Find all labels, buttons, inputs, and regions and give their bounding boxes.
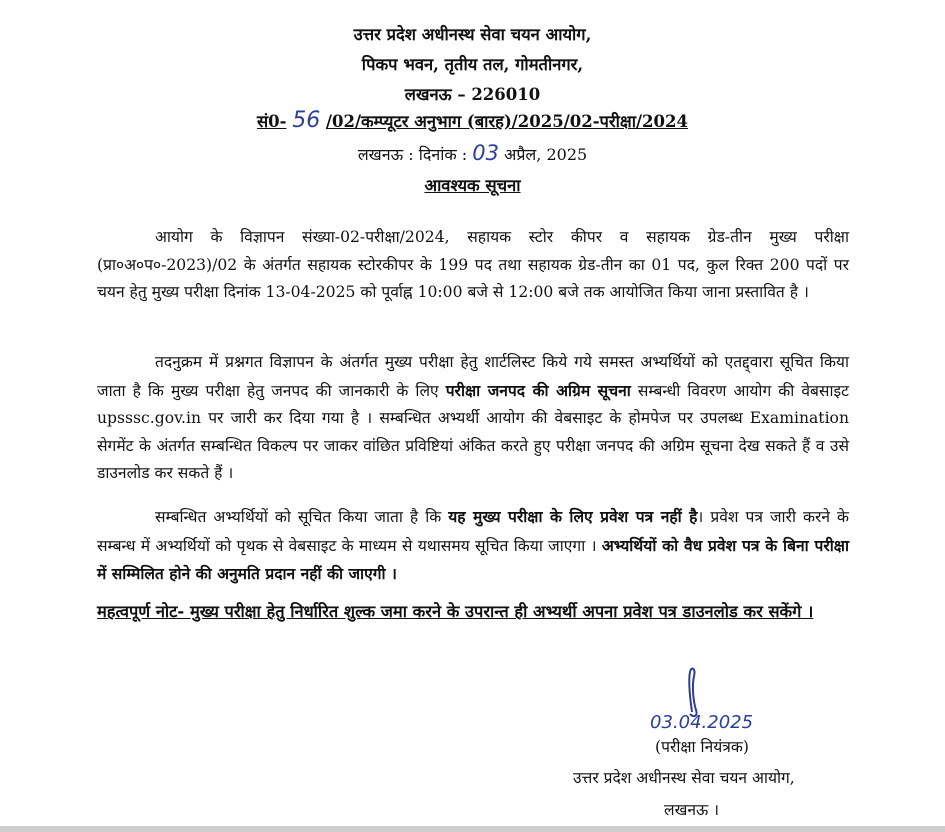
paragraph-3-text-a: सम्बन्धित अभ्यर्थियों को सूचित किया जाता है कि bbox=[155, 508, 442, 526]
reference-rest: /02/कम्प्यूटर अनुभाग (बारह)/2025/02-परीक्षा/2024 bbox=[325, 112, 688, 131]
signature-city: लखनऊ । bbox=[664, 801, 720, 819]
paragraph-2-text-a: तदनुक्रम में प्रश्नगत विज्ञापन के अंतर्गत मुख्य परीक्षा हेतु शार्टलिस्ट किये गये समस्त अभ्यर्थियों को एतद्द्वारा सूचित किया जाता है कि मुख्य परीक्षा हेतु जनपद की जानकारी के लिए bbox=[97, 353, 849, 400]
header-line-1: उत्तर प्रदेश अधीनस्थ सेवा चयन आयोग, bbox=[353, 25, 592, 44]
signature-organization: उत्तर प्रदेश अधीनस्थ सेवा चयन आयोग, bbox=[573, 769, 795, 787]
paragraph-3-bold-b: अभ्यर्थियों को वैध प्रवेश पत्र के बिना परीक्षा में सम्मिलित होने की अनुमति प्रदान नहीं की जाएगी । bbox=[97, 535, 849, 583]
notice-title: आवश्यक सूचना bbox=[424, 176, 521, 195]
reference-number-line bbox=[0, 108, 945, 133]
paragraph-1-text: आयोग के विज्ञापन संख्या-02-परीक्षा/2024, सहायक स्टोर कीपर व सहायक ग्रेड-तीन मुख्य परीक्षा (प्रा०अ०प०-2023)/02 के अंतर्गत सहायक स्टोरकीपर के 199 पद तथा सहायक ग्रेड-तीन का 01 पद, कुल रिक्त 200 पदों पर चयन हेतु मुख्य परीक्षा दिनांक 13-04-2025 को पूर्वाह्न 10:00 बजे से 12:00 बजे तक आयोजित किया जाना प्रस्तावित है । bbox=[97, 228, 849, 301]
reference-prefix: सं0- bbox=[256, 112, 287, 131]
reference-handwritten-number: 56 bbox=[292, 108, 321, 133]
date-suffix: अप्रैल, 2025 bbox=[504, 145, 588, 164]
paragraph-3 bbox=[97, 503, 849, 589]
important-note: महत्वपूर्ण नोट- मुख्य परीक्षा हेतु निर्धारित शुल्क जमा करने के उपरान्त ही अभ्यर्थी अपना प्रवेश पत्र डाउनलोड कर सकेंगे । bbox=[97, 602, 814, 621]
paragraph-2-bold: परीक्षा जनपद की अग्रिम सूचना bbox=[445, 380, 631, 400]
paragraph-2-text-b: सम्बन्धी विवरण आयोग की वेबसाइट upsssc.gov.in पर जारी कर दिया गया है । सम्बन्धित अभ्यर्थी आयोग की वेबसाइट के होमपेज पर उपलब्ध Examination सेगमेंट के अंतर्गत सम्बन्धित विकल्प पर जाकर वांछित प्रविष्टियां अंकित करते हुए परीक्षा जनपद की अग्रिम सूचना देख सकते हैं व उसे डाउनलोड कर सकते हैं । bbox=[97, 381, 850, 482]
date-line bbox=[0, 141, 945, 165]
paragraph-2 bbox=[97, 349, 849, 488]
signature-designation: (परीक्षा नियंत्रक) bbox=[655, 738, 749, 756]
signature-handwritten-date: 03.04.2025 bbox=[650, 712, 754, 733]
paragraph-3-text-b: । प्रवेश पत्र जारी करने के सम्बन्ध में अभ्यर्थियों को पृथक से वेबसाइट के माध्यम से यथासमय सूचित किया जाएगा । bbox=[97, 508, 849, 555]
paragraph-3-bold-a: यह मुख्य परीक्षा के लिए प्रवेश पत्र नहीं है bbox=[448, 507, 698, 526]
date-prefix: लखनऊ : दिनांक : bbox=[357, 145, 468, 164]
paragraph-1 bbox=[97, 224, 849, 307]
date-handwritten-day: 03 bbox=[472, 141, 500, 165]
page-bottom-edge bbox=[0, 826, 945, 832]
header-line-2: पिकप भवन, तृतीय तल, गोमतीनगर, bbox=[361, 55, 584, 74]
header-line-3: लखनऊ – 226010 bbox=[404, 85, 541, 104]
